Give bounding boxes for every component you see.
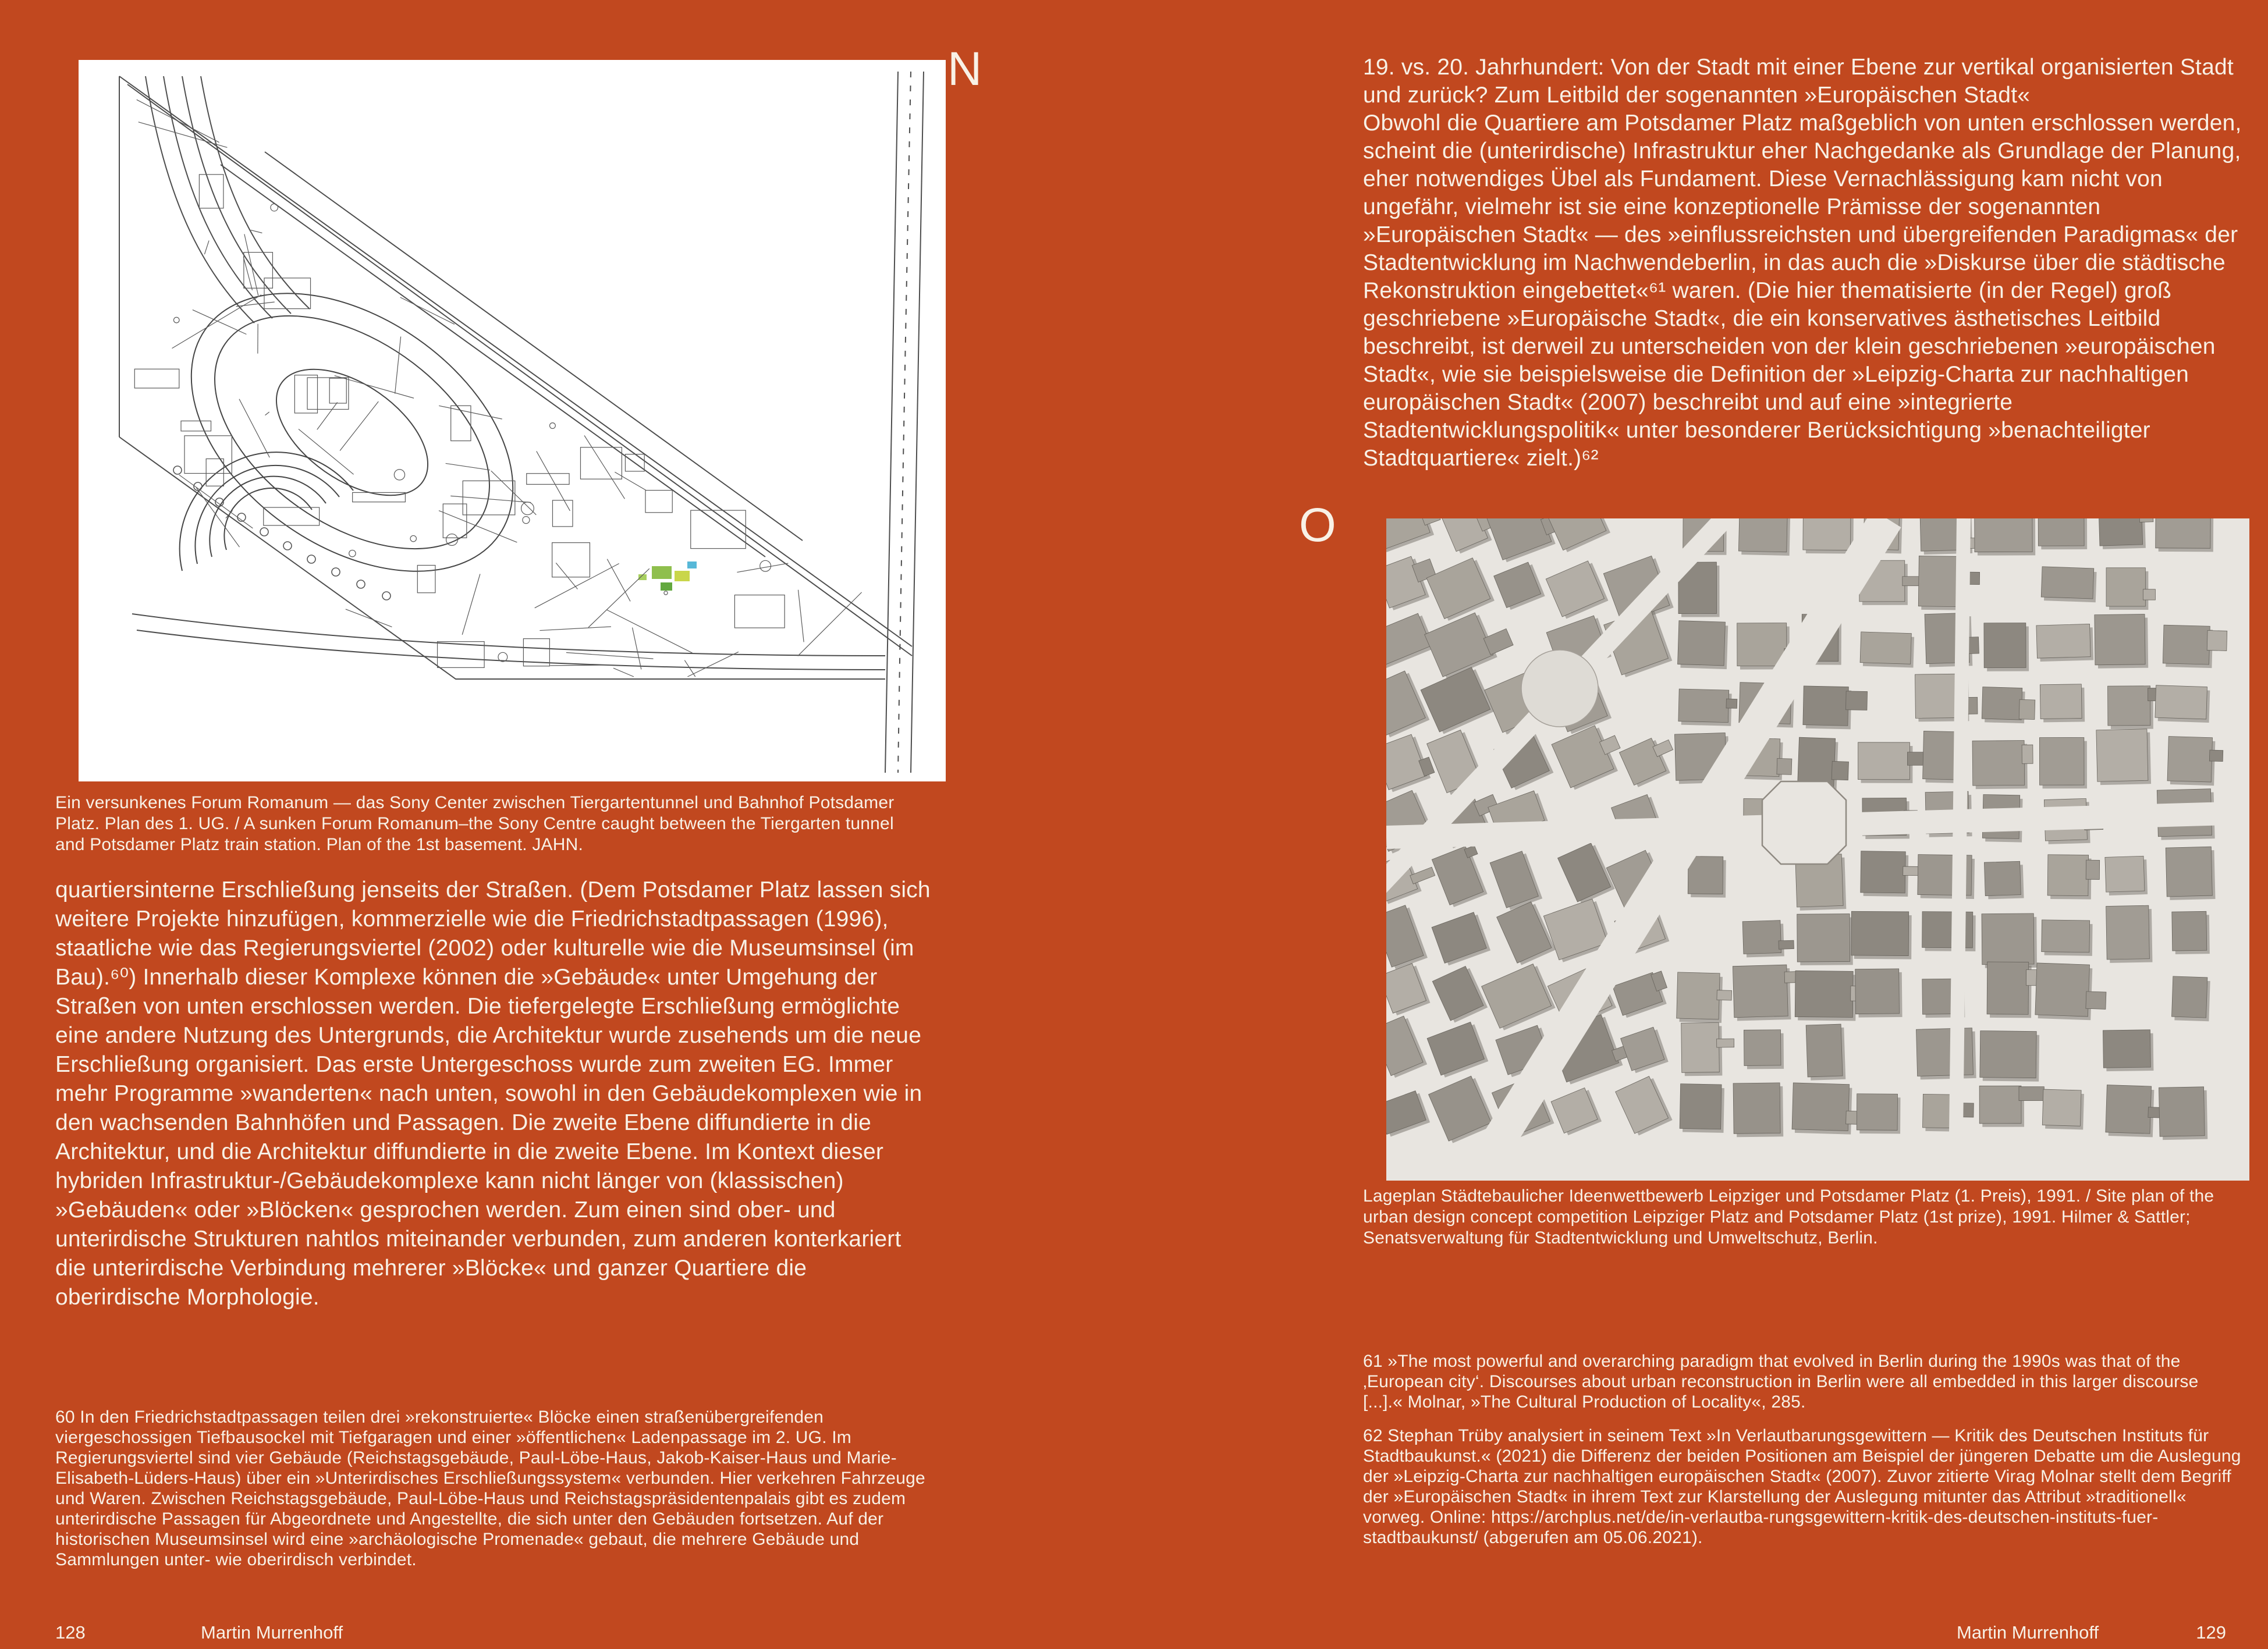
park-circle xyxy=(1521,650,1598,727)
floor-plan-drawing xyxy=(79,60,946,781)
running-author-right: Martin Murrenhoff xyxy=(1957,1622,2099,1643)
leipziger-platz-octagon xyxy=(1762,781,1846,864)
figure-label-n: N xyxy=(947,42,982,95)
right-figure-caption: Lageplan Städtebaulicher Ideenwettbewerb Leipziger und Potsdamer Platz (1. Preis), 1991. / Site plan of the urban design concept competition Leipziger Platz and Potsdamer Platz (1st prize), 1991. Hilmer & Sattler; Senatsverwaltung für Stadtentwicklung und Umweltschutz, Berlin. xyxy=(1363,1186,2214,1248)
figure-label-o: O xyxy=(1299,499,1336,552)
page-number-right: 129 xyxy=(2196,1622,2226,1643)
footnote-61: 61 »The most powerful and overarching paradigm that evolved in Berlin during the 1990s was that of the ‚European city‘. Discourses about urban reconstruction in Berlin were all embedded in this larger discourse [...].« Molnar, »The Cultural Production of Locality«, 285. xyxy=(1363,1352,2199,1412)
left-figure-caption: Ein versunkenes Forum Romanum — das Sony Center zwischen Tiergartentunnel und Bahnhof Potsdamer Platz. Plan des 1. UG. / A sunken Forum Romanum–the Sony Centre caught between the Tiergarten tunnel and Potsdamer Platz train station. Plan of the 1st basement. JAHN. xyxy=(55,793,895,854)
left-body-text: quartiersinterne Erschließung jenseits der Straßen. (Dem Potsdamer Platz lassen sich weitere Projekte hinzufügen, kommerzielle wie die Friedrichstadtpassagen (1996), staatliche wie das Regierungsviertel (2002) oder kulturelle wie die Museumsinsel (im Bau).⁶⁰) Innerhalb dieser Komplexe können die »Gebäude« unter Umgehung der Straßen von unten erschlossen werden. Die tiefergelegte Erschließung ermöglichte eine andere Nutzung des Untergrunds, die Architektur wurde zusehends um die neue Erschließung organisiert. Das erste Untergeschoss wurde zum zweiten EG. Immer mehr Programme »wanderten« nach unten, sowohl in den Gebäudekomplexen wie in den wachsenden Bahnhöfen und Passagen. Die zweite Ebene diffundierte in die Architektur, und die Architektur diffundierte in die zweite Ebene. Im Kontext dieser hybriden Infrastruktur-/Gebäudekomplexe kann nicht länger von (klassischen) »Gebäuden« oder »Blöcken« gesprochen werden. Zum einen sind ober- und unterirdische Strukturen nahtlos miteinander verbunden, zum anderen konterkariert die unterirdische Verbindung mehrerer »Blöcke« und ganzer Quartiere die oberirdische Morphologie. xyxy=(55,877,931,1310)
footnote-62: 62 Stephan Trüby analysiert in seinem Text »In Verlautbarungsgewittern — Kritik des Deutschen Instituts für Stadtbaukunst.« (2021) die Differenz der beiden Positionen am Beispiel der jüngeren Debatte um die Auslegung der »Leipzig-Charta zur nachhaltigen europäischen Stadt« (2007). Zuvor zitierte Virag Molnar stellt dem Begriff der »Europäischen Stadt« in ihrem Text zur Klarstellung der Auslegung mitunter das Attribut »traditionell« vorweg. Online: https://archplus.net/de/in-verlautba-rungsgewittern-kritik-des-deutschen-instituts-fuer-stadtbaukunst/ (abgerufen am 05.06.2021). xyxy=(1363,1426,2241,1547)
page-number-left: 128 xyxy=(55,1622,86,1643)
right-heading: 19. vs. 20. Jahrhundert: Von der Stadt mit einer Ebene zur vertikal organisierten Stadt und zurück? Zum Leitbild der sogenannten »Europäischen Stadt« xyxy=(1363,55,2234,108)
sony-center-floor-plan-figure xyxy=(79,60,946,781)
right-body-text: Obwohl die Quartiere am Potsdamer Platz maßgeblich von unten erschlossen werden, scheint die (unterirdische) Infrastruktur eher Nachgedanke als Grundlage der Planung, eher notwendiges Übel als Fundament. Diese Vernachlässigung kam nicht von ungefähr, vielmehr ist sie eine konzeptionelle Prämisse der sogenannten »Europäischen Stadt« — des »einflussreichsten und übergreifenden Paradigmas« der Stadtentwicklung im Nachwendeberlin, in das auch die »Diskurse über die städtische Rekonstruktion eingebettet«⁶¹ waren. (Die hier thematisierte (in der Regel) groß geschriebene »Europäische Stadt«, die ein konservatives ästhetisches Leitbild beschreibt, ist derweil zu unterscheiden von der klein geschriebenen »europäischen Stadt«, wie sie beispielsweise die Definition der »Leipzig-Charta zur nachhaltigen europäischen Stadt« (2007) beschreibt und auf eine »integrierte Stadtentwicklungspolitik« unter besonderer Berücksichtigung »benachteiligter Stadtquartiere« zielt.)⁶² xyxy=(1363,111,2242,471)
footnote-60: 60 In den Friedrichstadtpassagen teilen drei »rekonstruierte« Blöcke einen straßenübergreifenden viergeschossigen Tiefbausockel mit Tiefgaragen und einer »öffentlichen« Ladenpassage im 2. UG. Im Regierungsviertel sind vier Gebäude (Reichstagsgebäude, Paul-Löbe-Haus, Jakob-Kaiser-Haus und Marie-Elisabeth-Lüders-Haus) über ein »Unterirdisches Erschließungssystem« verbunden. Hier verkehren Fahrzeuge und Waren. Zwischen Reichstagsgebäude, Paul-Löbe-Haus und Reichstagspräsidentenpalais gibt es zudem unterirdische Passagen für Abgeordnete und Angestellte, die sich unter den Gebäuden fortsetzen. Auf der historischen Museumsinsel wird eine »archäologische Promenade« gebaut, die mehrere Gebäude und Sammlungen unter- wie oberirdisch verbindet. xyxy=(55,1408,925,1569)
site-plan-figure xyxy=(1386,518,2249,1181)
site-plan-drawing xyxy=(1386,518,2249,1181)
right-text-column xyxy=(1363,54,2242,472)
running-author-left: Martin Murrenhoff xyxy=(201,1622,343,1643)
